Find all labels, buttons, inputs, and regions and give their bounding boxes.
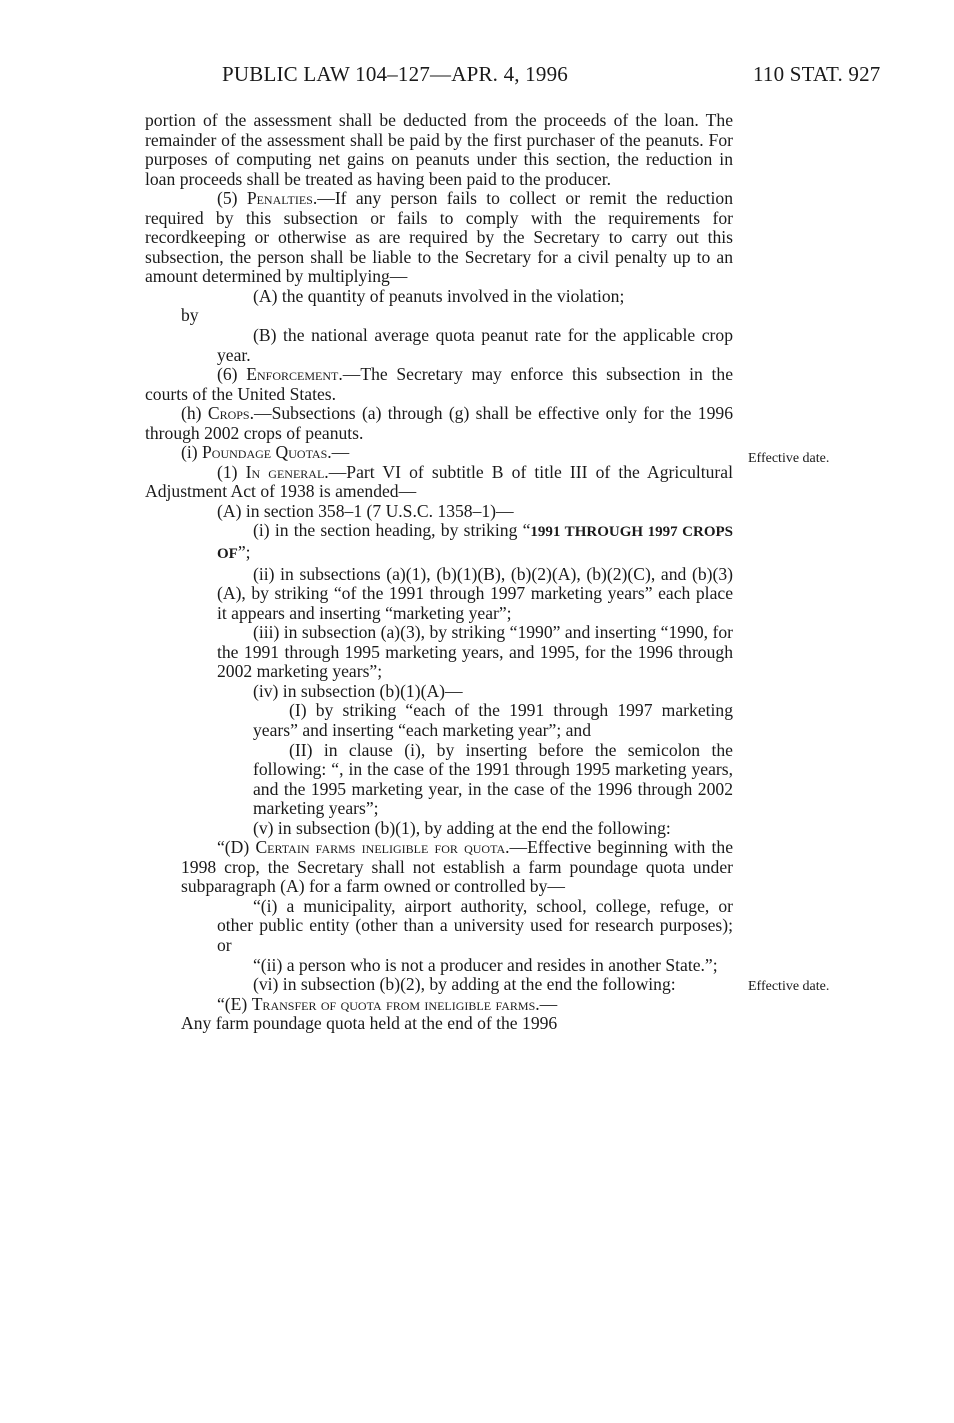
inserted-paragraph-e-heading: [145, 995, 733, 1015]
enforcement-text: —The Secretary may enforce this subsection in the courts of the United States.: [145, 364, 733, 404]
clause-vi: (vi) in subsection (b)(2), by adding at the end the following:: [253, 974, 676, 995]
penalties-number: (5): [217, 188, 247, 209]
clause-v: (v) in subsection (b)(1), by adding at the end the following:: [253, 817, 671, 838]
poundage-quotas-dash: —: [331, 442, 350, 463]
e-number: “(E): [217, 993, 252, 1014]
in-general-text: —Part VI of subtitle B of title III of the Agricultural Adjustment Act of 1938 is amended—: [145, 461, 733, 502]
crops-number: (h): [181, 403, 208, 424]
penalty-factor-b: (B) the national average quota peanut rate for the applicable crop year.: [217, 325, 733, 365]
subclause-II: (II) in clause (i), by inserting before the semicolon the following: “, in the case of the 1991 through 1995 marketing years, and the 1995 marketing year, in the case of the 1996 through 2002 marketing years”;: [253, 739, 733, 819]
clause-i-text: (i) in the section heading, by striking “: [253, 520, 531, 541]
subclause-I: (I) by striking “each of the 1991 through 1997 marketing years” and inserting “each marketing year”; and: [253, 700, 733, 740]
clause-i-close: ”;: [237, 542, 251, 563]
inserted-paragraph-e-text: Any farm poundage quota held at the end of the 1996: [181, 1013, 558, 1034]
penalties-text: —If any person fails to collect or remit the reduction required by this subsection or fails to comply with the requirements for recordkeeping or otherwise as are required by the Secretary to carry out this subsection, the person shall be liable to the Secretary for a civil penalty up to an amount determined by multiplying—: [145, 188, 733, 287]
crops-heading: Crops.: [207, 403, 254, 424]
clause-i: [145, 521, 733, 564]
page-citation: 110 STAT. 927: [753, 62, 881, 86]
poundage-quotas-heading: Poundage Quotas.: [202, 442, 332, 463]
enforcement-heading: Enforcement.: [246, 364, 343, 385]
e-heading: Transfer of quota from ineligible farms.: [251, 993, 540, 1014]
paragraph-enforcement: [145, 365, 733, 404]
running-header-title: PUBLIC LAW 104–127—APR. 4, 1996: [222, 62, 568, 86]
inserted-clause-d-i: “(i) a municipality, airport authority, school, college, refuge, or other public entity (other than a university used for research purposes); or: [217, 895, 733, 955]
e-dash: —: [539, 993, 558, 1014]
clause-iv: (iv) in subsection (b)(1)(A)—: [253, 680, 463, 701]
d-text: —Effective beginning with the 1998 crop, the Secretary shall not establish a farm poundage quota under subparagraph (A) for a farm owned or controlled by—: [181, 837, 733, 897]
subsection-crops: [145, 404, 733, 443]
penalties-heading: Penalties.: [246, 188, 318, 209]
penalty-connector-by: by: [181, 305, 199, 326]
crops-text: —Subsections (a) through (g) shall be effective only for the 1996 through 2002 crops of peanuts.: [145, 403, 733, 443]
in-general-number: (1): [217, 461, 246, 482]
subparagraph-a: (A) in section 358–1 (7 U.S.C. 1358–1)—: [217, 500, 514, 521]
penalty-factor-a: (A) the quantity of peanuts involved in the violation;: [253, 285, 625, 306]
clause-iii: (iii) in subsection (a)(3), by striking “1990” and inserting “1990, for the 1991 through 1995 marketing years, and 1995, for the 1996 through 2002 marketing years”;: [217, 622, 733, 682]
margin-note-effective-date-2: Effective date.: [748, 979, 830, 994]
d-heading: Certain farms ineligible for quota.: [255, 837, 510, 858]
inserted-clause-d-ii: “(ii) a person who is not a producer and resides in another State.”;: [253, 954, 718, 975]
paragraph-penalties: [145, 189, 733, 287]
subsection-poundage-quotas: [145, 443, 733, 463]
d-number: “(D): [217, 837, 256, 858]
statute-body: [145, 111, 733, 1034]
margin-note-effective-date-1: Effective date.: [748, 451, 830, 466]
inserted-paragraph-d: [145, 838, 733, 897]
clause-i-struck-heading: 1991 THROUGH 1997 CROPS OF: [217, 524, 733, 563]
clause-ii: (ii) in subsections (a)(1), (b)(1)(B), (b)(2)(A), (b)(2)(C), and (b)(3)(A), by striking “of the 1991 through 1997 marketing years” each place it appears and inserting “marketing year”;: [217, 563, 733, 623]
enforcement-number: (6): [217, 364, 247, 385]
in-general-heading: In general.: [245, 461, 329, 482]
poundage-quotas-number: (i): [181, 442, 203, 463]
paragraph-in-general: [145, 463, 733, 502]
paragraph-assessment-continuation: portion of the assessment shall be deducted from the proceeds of the loan. The remainder of the assessment shall be paid by the first purchaser of the peanuts. For purposes of computing net gains on peanuts under this section, the reduction in loan proceeds shall be treated as having been paid to the producer.: [145, 110, 733, 189]
